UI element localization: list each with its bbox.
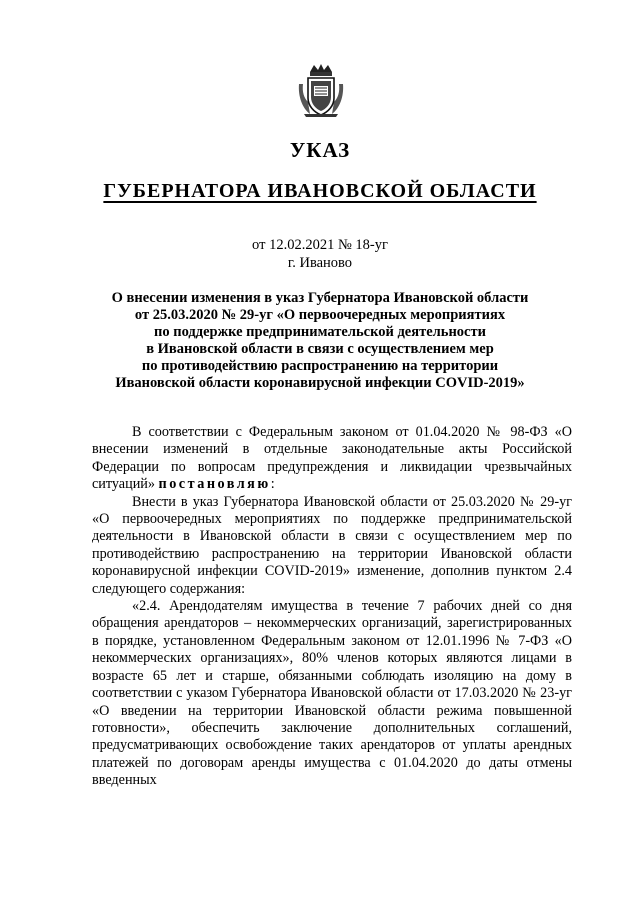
subtitle-text: ГУБЕРНАТОРА ИВАНОВСКОЙ ОБЛАСТИ bbox=[103, 180, 537, 202]
city: г. Иваново bbox=[287, 255, 353, 271]
subject-line: в Ивановской области в связи с осуществлением мер bbox=[146, 341, 494, 357]
paragraph-end: : bbox=[270, 476, 275, 493]
document-subtitle bbox=[0, 180, 640, 203]
body-paragraph: «2.4. Арендодателям имущества в течение 7 рабочих дней со дня обращения арендаторов – некоммерческих организаций, зарегистрированных в порядке, установленном Федеральным законом от 12.01.1996 № 7-ФЗ «О некоммерческих организациях», 80% членов которых являются лицами в возрасте 65 лет и старше, обязанными соблюдать изоляцию на дому в соответствии с указом Губернатора Ивановской области от 17.03.2020 № 23-уг «О введении на территории Ивановской области режима повышенной готовности», обеспечить заключение дополнительных соглашений, предусматривающих освобождение таких арендаторов от уплаты арендных платежей по договорам аренды имущества с 01.04.2020 до даты отмены введенных bbox=[92, 598, 572, 789]
paragraph-text: В соответствии с Федеральным законом от 01.04.2020 № 98-ФЗ «О внесении изменений в отдельные законодательные акты Российской Федерации по вопросам предупреждения и ликвидации чрезвычайных ситуаций» bbox=[92, 424, 572, 493]
body-paragraph: Внести в указ Губернатора Ивановской области от 25.03.2020 № 29-уг «О первоочередных мероприятиях по поддержке предпринимательской деятельности в Ивановской области в связи с осуществлением мер по противодействию распространению на территории Ивановской области коронавирусной инфекции COVID-2019» изменение, дополнив пунктом 2.4 следующего содержания: bbox=[92, 493, 572, 597]
document-title: УКАЗ bbox=[289, 138, 351, 162]
coat-of-arms-icon bbox=[296, 62, 346, 118]
date-number: от 12.02.2021 № 18-уг bbox=[252, 237, 388, 253]
subject-line: от 25.03.2020 № 29-уг «О первоочередных мероприятиях bbox=[134, 307, 506, 323]
subject-line: по поддержке предпринимательской деятельности bbox=[154, 324, 486, 340]
document-meta bbox=[0, 236, 640, 272]
subject-line: по противодействию распространению на территории bbox=[141, 358, 499, 374]
keyword-decree: постановляю bbox=[158, 476, 271, 493]
document-subject bbox=[70, 290, 570, 392]
subject-line: Ивановской области коронавирусной инфекции COVID-2019» bbox=[115, 375, 525, 391]
document-body bbox=[92, 424, 572, 790]
body-paragraph bbox=[92, 424, 572, 494]
subject-line: О внесении изменения в указ Губернатора Ивановской области bbox=[111, 290, 529, 306]
